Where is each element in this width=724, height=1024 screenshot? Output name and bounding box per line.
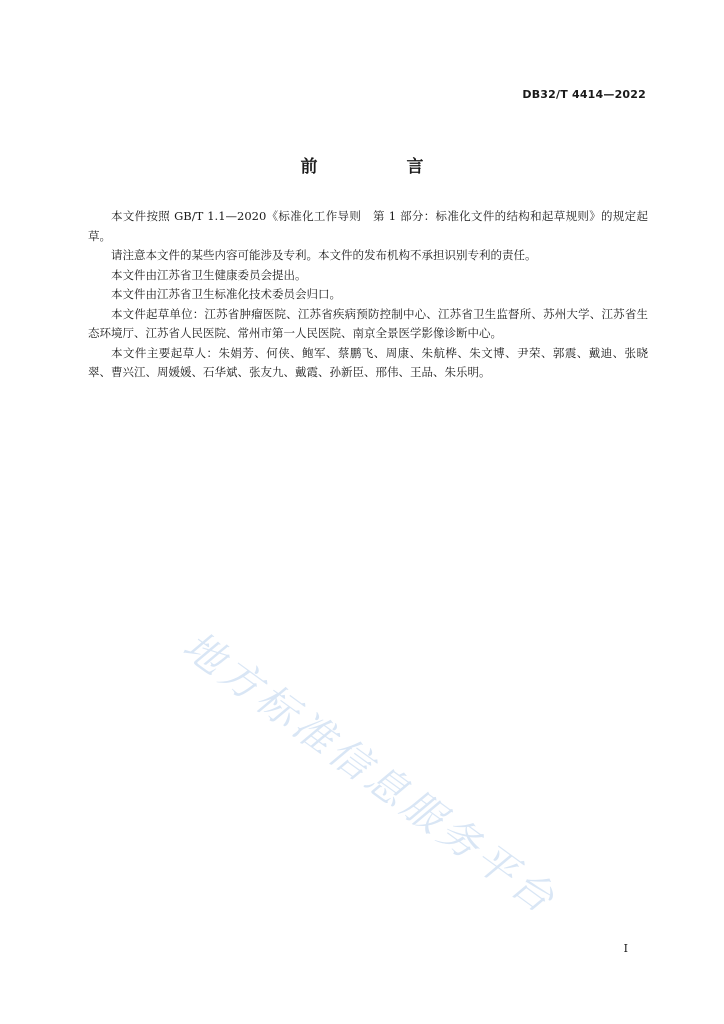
paragraph-centralized-unit: 本文件由江苏省卫生标准化技术委员会归口。 [111,287,341,301]
paragraph-patent-notice: 请注意本文件的某些内容可能涉及专利。本文件的发布机构不承担识别专利的责任。 [111,248,537,262]
page-title: 前 言 [300,157,460,177]
paragraph-drafters: 本文件主要起草人：朱娟芳、何侠、鲍军、蔡鹏飞、周康、朱航桦、朱文博、尹荣、郭震、戴迪、张晓翠、曹兴江、周媛媛、石华斌、张友九、戴霞、孙新臣、邢伟、王品、朱乐明。 [88,345,648,379]
foreword-body [88,207,648,383]
paragraph-drafting-units: 本文件起草单位：江苏省肿瘤医院、江苏省疾病预防控制中心、江苏省卫生监督所、苏州大学、江苏省生态环境厅、江苏省人民医院、常州市第一人民医院、南京全景医学影像诊断中心。 [88,306,648,340]
page-number: I [623,942,628,955]
standard-code: DB32/T 4414—2022 [522,88,646,101]
paragraph-proposer: 本文件由江苏省卫生健康委员会提出。 [111,267,307,282]
watermark: 地方标准信息服务平台 [174,622,566,925]
paragraph-drafting-rules: 本文件按照 GB/T 1.1—2020《标准化工作导则 第 1 部分：标准化文件的结构和起草规则》的规定起草。 [88,209,648,243]
